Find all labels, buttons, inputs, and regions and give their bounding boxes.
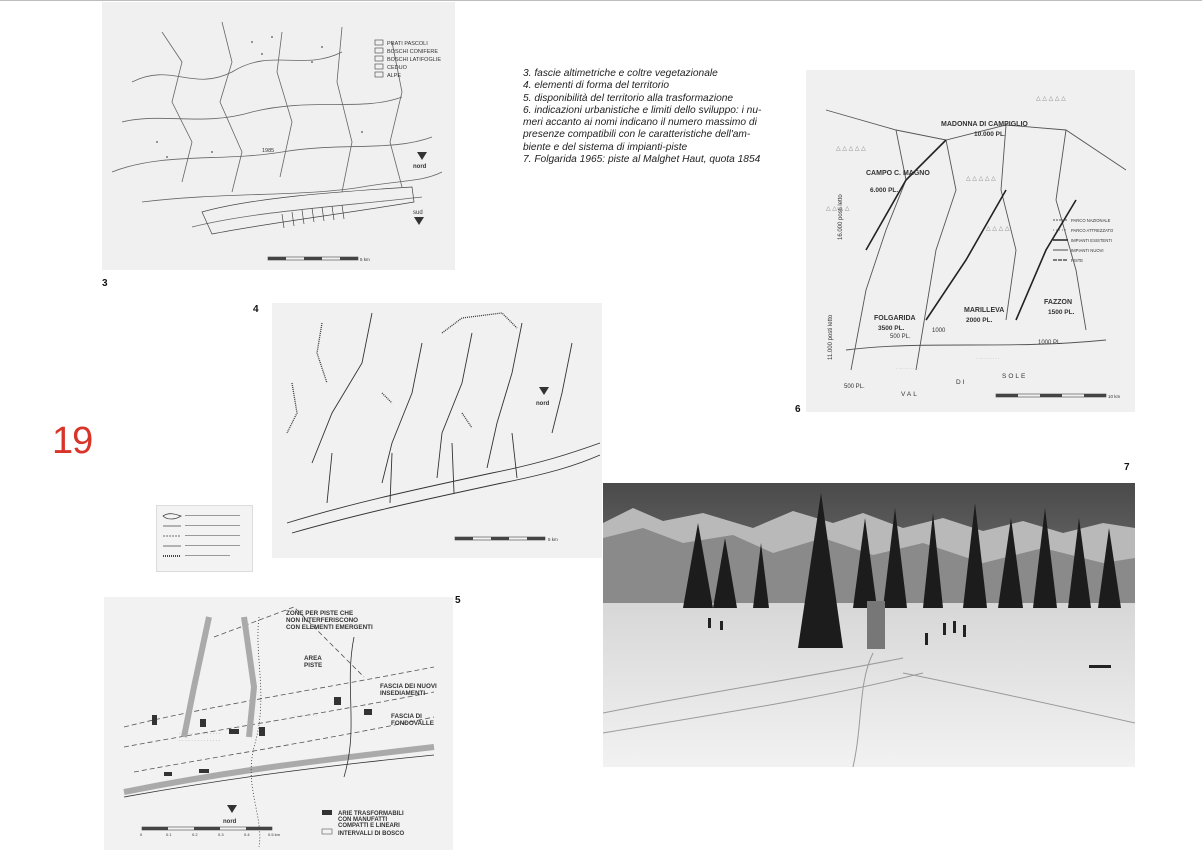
fig5-area-1: PISTE [304,662,323,669]
caption-line-0: 3. fascie altimetriche e coltre vegetazionale [523,68,718,79]
svg-text:sud: sud [413,210,423,216]
caption-line-4: meri accanto ai nomi indicano il numero massimo di [523,117,757,129]
svg-text:· · · · · · · · · · · · · ·: · · · · · · · · · · · · · · [179,731,221,737]
figure-captions [523,68,785,166]
figure-6-label: 6 [795,404,801,415]
page-number: 19 [52,420,93,462]
fig3-south-arrow [413,210,424,225]
top-rule [0,0,1202,1]
fig5-area-0: AREA [304,655,322,662]
svg-text:0.2: 0.2 [192,832,198,837]
fig5-legend-1: CON MANUFATTI [338,817,388,823]
place-marilleva-name: MARILLEVA [964,307,1005,314]
place-madonna-name: MADONNA DI CAMPIGLIO [941,121,1028,128]
fig5-legend [322,810,404,837]
svg-text:· · · · · · · · · ·: · · · · · · · · · · [896,366,920,371]
fig6-vertical-1: 11.000 posti letto [828,314,834,360]
svg-text:10 km: 10 km [1108,394,1121,399]
fig6-value-3: 500 PL. [844,384,865,390]
place-folgarida-value: 3500 PL. [878,325,905,332]
figure-5-map [104,597,453,850]
caption-line-6: biente e del sistema di impianti-piste [523,141,688,153]
fig6-legend-1: PARCO ATTREZZATO [1071,228,1114,233]
fig5-fascia-nuovi-0: FASCIA DEI NUOVI [380,683,437,690]
fig3-elevation: 1985 [262,148,275,154]
svg-text:0: 0 [140,832,143,837]
fig4-scale-bar [455,537,558,542]
svg-text:nord: nord [536,401,550,407]
place-campo-value: 6.000 PL. [870,187,899,194]
place-campo-name: CAMPO C. MAGNO [866,170,930,177]
fig5-fascia-nuovi-1: INSEDIAMENTI [380,690,426,697]
place-madonna-value: 10.000 PL. [974,131,1006,138]
fig6-legend-0: PARCO NAZIONALE [1071,218,1111,223]
caption-line-3: 6. indicazioni urbanistiche e limiti dello sviluppo: i nu- [523,104,762,116]
figure-3-label: 3 [102,278,108,289]
svg-text:△ △ △ △: △ △ △ △ [986,226,1010,232]
fig3-north-arrow [413,152,427,170]
figure-3-map [102,2,455,270]
fig3-legend-3: CEDUO [387,65,407,71]
figure-4-map [272,303,602,558]
fig6-valley-0: VAL [901,391,919,398]
figure-7-photo [603,483,1135,767]
fig6-value-1: 1000 [932,328,946,334]
svg-text:nord: nord [413,164,427,170]
figure-4-label: 4 [253,304,259,315]
fig6-scale-bar [996,394,1121,399]
svg-text:5 km: 5 km [548,537,558,542]
caption-line-2: 5. disponibilità del territorio alla trasformazione [523,92,734,104]
fig5-zones-0: ZONE PER PISTE CHE [286,610,354,617]
place-folgarida-name: FOLGARIDA [874,315,916,322]
fig5-zones-1: NON INTERFERISCONO [286,617,359,624]
fig6-legend [1053,218,1114,263]
fig5-zones-2: CON ELEMENTI EMERGENTI [286,624,373,631]
svg-text:nord: nord [223,819,237,825]
svg-text:0.3: 0.3 [218,832,224,837]
svg-text:0.1: 0.1 [166,832,172,837]
fig3-legend-2: BOSCHI LATIFOGLIE [387,57,441,63]
svg-text:5 km: 5 km [360,257,370,262]
fig3-legend-4: ALPE [387,73,402,79]
fig5-legend-2: COMPATTI E LINEARI [338,823,400,829]
place-marilleva-value: 2000 PL. [966,317,993,324]
fig3-scale-bar [268,257,370,262]
caption-line-1: 4. elementi di forma del territorio [523,80,670,92]
fig5-north-arrow [223,805,237,825]
fig4-north-arrow [536,387,550,407]
svg-text:0.4: 0.4 [244,832,250,837]
svg-text:△ △ △ △ △: △ △ △ △ △ [836,146,866,152]
svg-text:0.5 km: 0.5 km [268,832,281,837]
fig6-valley-2: SOLE [1002,373,1028,380]
fig3-legend-1: BOSCHI CONIFERE [387,49,439,55]
fig6-legend-3: IMPIANTI NUOVI [1071,248,1104,253]
fig6-legend-4: PISTE [1071,258,1084,263]
fig6-legend-2: IMPIANTI ESISTENTI [1071,238,1112,243]
svg-text:△ △ △ △: △ △ △ △ [826,206,850,212]
figure-6-map [806,70,1135,412]
fig5-fascia-fondo-1: FONDOVALLE [391,720,434,727]
svg-text:· · · · · · · · · ·: · · · · · · · · · · [976,356,1000,361]
figure-4-legend [156,505,253,572]
svg-text:· · · · · · · · · · · · · ·: · · · · · · · · · · · · · · [179,738,221,744]
fig6-valley-1: DI [956,379,967,386]
fig5-legend-0: ARIE TRASFORMABILI [338,811,404,817]
place-fazzon-name: FAZZON [1044,299,1072,306]
caption-line-5: presenze compatibili con le caratteristiche dell'am- [523,129,751,141]
fig3-legend-0: PRATI PASCOLI [387,41,428,47]
svg-text:· · · · · · · ·: · · · · · · · · [294,713,318,719]
figure-5-label: 5 [455,595,461,606]
fig6-value-0: 500 PL. [890,334,911,340]
svg-text:△ △ △ △ △: △ △ △ △ △ [1036,96,1066,102]
fig5-legend-3: INTERVALLI DI BOSCO [338,831,405,837]
fig6-vertical-0: 16.000 posti letto [838,194,844,240]
place-fazzon-value: 1500 PL. [1048,309,1075,316]
caption-line-7: 7. Folgarida 1965: piste al Malghet Haut, quota 1854 [523,154,761,166]
svg-text:△ △ △ △ △: △ △ △ △ △ [966,176,996,182]
figure-7-label: 7 [1124,462,1130,473]
fig6-value-2: 1000 PL. [1038,340,1063,346]
fig5-fascia-fondo-0: FASCIA DI [391,713,422,720]
